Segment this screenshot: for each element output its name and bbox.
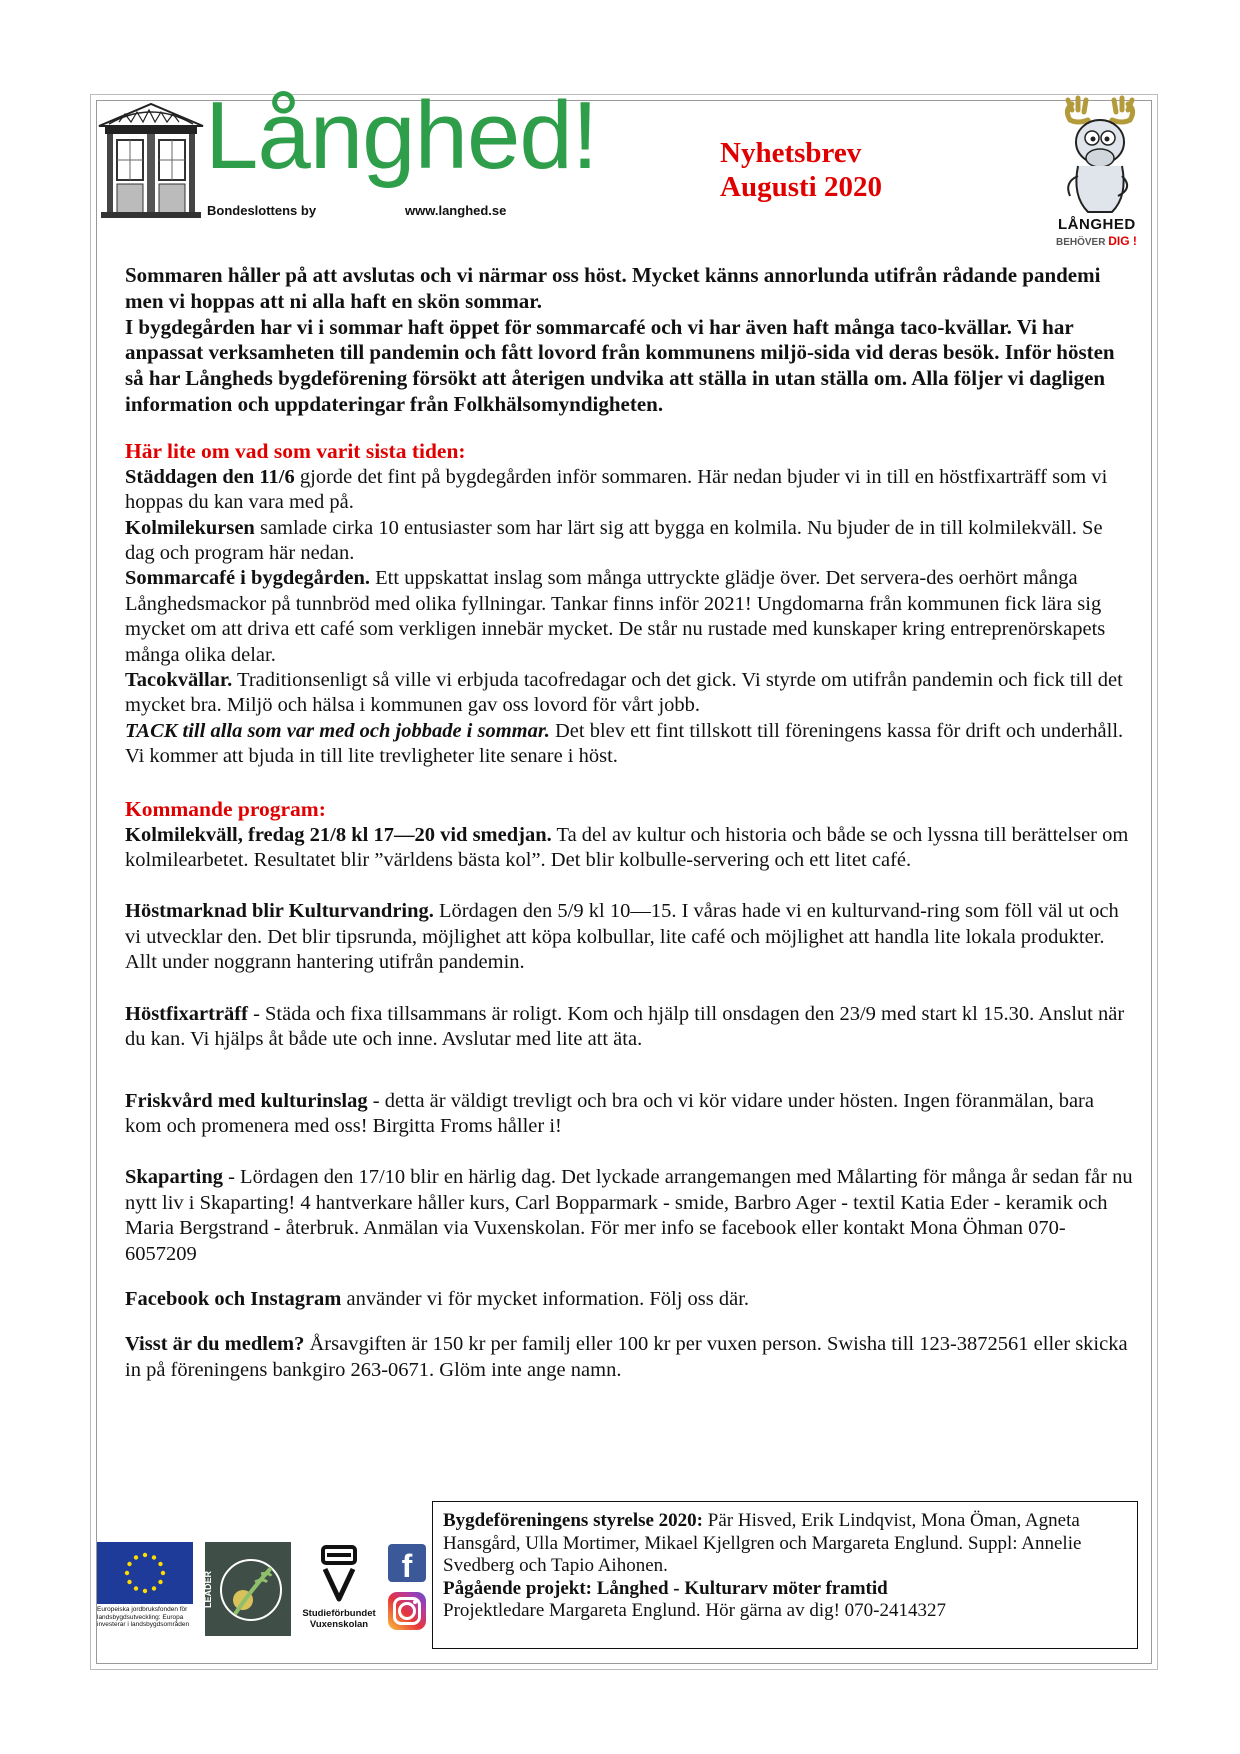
eu-flag-icon [97,1542,193,1604]
moose-badge [1048,96,1152,258]
brand-tagline: Bondeslottens by [207,203,317,218]
newsletter-body [125,263,1135,1383]
langhed-logo [95,82,598,225]
current-project: Pågående projekt: Långhed - Kulturarv möter framtid [443,1577,888,1599]
upcoming-heading: Kommande program: [125,796,326,821]
membership-note: Visst är du medlem? Årsavgiften är 150 kr per familj eller 100 kr per vuxen person. Swisha till 123-3872561 eller skicka in på föreningens bankgiro 263-0671. Glöm inte ange namn. [125,1333,1128,1381]
newsletter-title: Nyhetsbrev [720,137,862,169]
upcoming-section [125,823,1135,1384]
board-members: Bygdeföreningens styrelse 2020: Pär Hisved, Erik Lindqvist, Mona Öman, Agneta Hansgård, Ulla Mortimer, Mikael Kjellgren och Margareta Englund. Suppl: Annelie Svedberg och Tapio Aihonen. [443,1510,1082,1576]
sv-icon [319,1545,359,1603]
project-contact: Projektledare Margareta Englund. Hör gärna av dig! 070-2414327 [443,1600,946,1621]
eu-logo [97,1542,197,1634]
sv-caption: Studieförbundet Vuxenskolan [302,1608,376,1630]
recent-heading: Här lite om vad som varit sista tiden: [125,438,466,463]
newsletter-title-block [720,136,882,204]
instagram-icon[interactable] [388,1592,426,1630]
event-hostfixartraff: Höstfixarträff - Städa och fixa tillsammans är roligt. Kom och hjälp till onsdagen den 23/9 med start kl 15.30. Anslut när du kan. Vi hjälps åt både ute och inne. Avslutar med lite att äta. [125,1002,1125,1051]
event-hostmarknad: Höstmarknad blir Kulturvandring. Lördagen den 5/9 kl 10—15. I våras hade vi en kulturvand-ring som föll väl ut och vi utvecklar den. Det blir tipsrunda, möjlighet att köpa kolbullar, lite café och möjlighet att handla lite lokala produkter. Allt under noggrann hantering utifrån pandemin. [125,900,1119,974]
recent-item: Tacokvällar. Traditionsenligt så ville vi erbjuda tacofredagar och det gick. Vi styrde om utifrån pandemin och fick till det mycket bra. Miljö och hälsa i kommunen gav oss lovord för vårt jobb. [125,669,1123,717]
badge-subtitle: BEHÖVER DIG ! [1056,234,1137,248]
recent-item: Sommarcafé i bygdegården. Ett uppskattat inslag som många uttryckte glädje över. Det servera-des oerhört många Långhedsmackor på tunnbröd med olika fyllningar. Tankar finns inför 2021! Ungdomarna från kommunen fick lära sig mycket om att driva ett café som verkligen innebär mycket. De står nu rustade med kunskaper kring entreprenörskapets många olika delar. [125,567,1106,666]
recent-item: Kolmilekursen samlade cirka 10 entusiaster som har lärt sig att bygga en kolmila. Nu bjuder de in till kolmilekväll. Se dag och program här nedan. [125,516,1103,564]
leader-logo [205,1542,291,1636]
event-friskvard: Friskvård med kulturinslag - detta är väldigt trevligt och bra och vi kör vidare under hösten. Ingen föranmälan, bara kom och promenera med oss! Birgitta Froms håller i! [125,1089,1094,1137]
event-skaparting: Skaparting - Lördagen den 17/10 blir en härlig dag. Det lyckade arrangemangen med Målarting för många år sedan får nu nytt liv i Skaparting! 4 hantverkare håller kurs, Carl Bopparmark - smide, Barbro Ager - textil Katia Eder - keramik och Maria Bergstrand - återbruk. Anmälan via Vuxenskolan. För mer info se facebook eller kontakt Mona Öhman 070-6057209 [125,1166,1133,1265]
newsletter-date: Augusti 2020 [720,171,882,203]
leader-icon [205,1542,291,1636]
pavilion-icon [95,100,207,220]
recent-item: Städdagen den 11/6 gjorde det fint på bygdegården inför sommaren. Här nedan bjuder vi in till en höstfixarträff som vi hoppas du kan vara med på. [125,465,1108,514]
intro-paragraph-1: Sommaren håller på att avslutas och vi närmar oss höst. Mycket känns annorlunda utifrån rådande pandemi men vi hoppas att ni alla haft en skön sommar. [125,263,1101,313]
event-kolmilekvall: Kolmilekväll, fredag 21/8 kl 17—20 vid smedjan. Ta del av kultur och historia och både se och lyssna till berättelser om kolmilearbetet. Resultatet blir ”världens bästa kol”. Det blir kolbulle-servering och ett litet café. [125,823,1129,872]
badge-title: LÅNGHED [1058,216,1136,233]
sv-logo [298,1545,380,1635]
brand-url: www.langhed.se [405,203,507,218]
intro-section [125,263,1135,418]
recent-section [125,465,1135,770]
svg-text:LEADER: LEADER [203,1570,213,1608]
board-info-box [432,1501,1138,1649]
social-media-note: Facebook och Instagram använder vi för mycket information. Följ oss där. [125,1287,750,1310]
intro-paragraph-2: I bygdegården har vi i sommar haft öppet för sommarcafé och vi har även haft många taco-kvällar. Vi har anpassat verksamheten till pandemin och fått lovord från kommunens miljö-sida vid deras besök. Inför hösten så har Långheds bygdeförening försökt att återigen undvika att ställa in utan ställa om. Alla följer vi dagligen information och uppdateringar från Folkhälsomyndigheten. [125,314,1115,416]
brand-name: Långhed! [205,82,598,189]
moose-icon [1048,96,1152,216]
recent-item: TACK till alla som var med och jobbade i sommar. Det blev ett fint tillskott till föreningens kassa för drift och underhåll. Vi kommer att bjuda in till lite trevligheter lite senare i höst. [125,719,1124,768]
facebook-icon[interactable]: f [388,1544,426,1582]
eu-caption: Europeiska jordbruksfonden för landsbygdsutveckling: Europa investerar i landsbygdsområden [97,1606,190,1628]
